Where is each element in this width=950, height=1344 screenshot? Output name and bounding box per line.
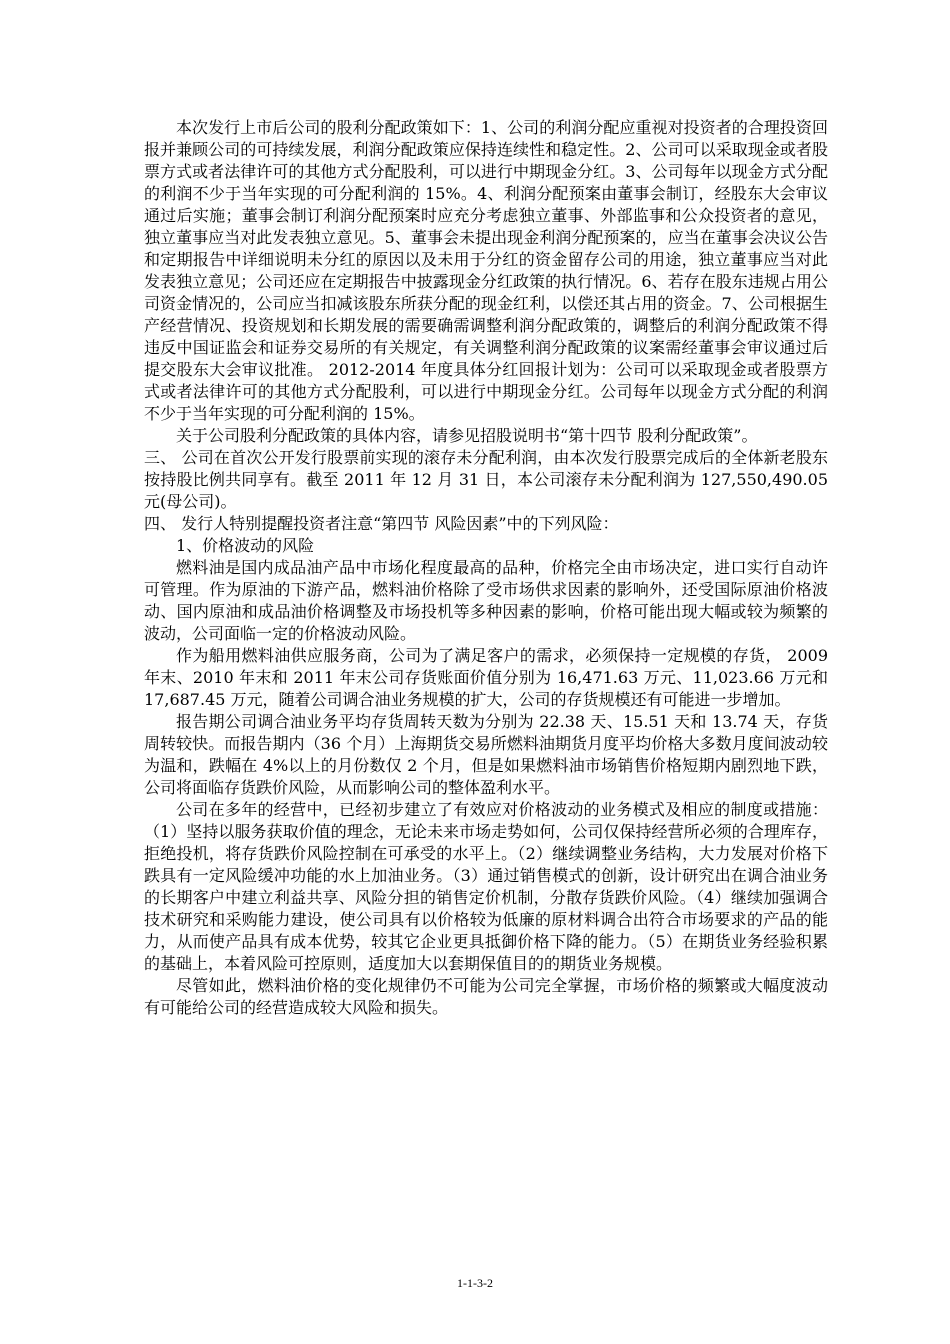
paragraph-dividend-policy: 本次发行上市后公司的股利分配政策如下：1、公司的利润分配应重视对投资者的合理投资回报并兼顾公司的可持续发展，利润分配政策应保持连续性和稳定性。2、公司可以采取现金或者股票方式或者法律许可的其他方式分配股利，可以进行中期现金分红。3、公司每年以现金方式分配的利润不少于当年实现的可分配利润的 15%。4、利润分配预案由董事会制订，经股东大会审议通过后实施；董事会制订利润分配预案时应充分考虑独立董事、外部监事和公众投资者的意见，独立董事应当对此发表独立意见。5、董事会未提出现金利润分配预案的，应当在董事会决议公告和定期报告中详细说明未分红的原因以及未用于分红的资金留存公司的用途，独立董事应当对此发表独立意见；公司还应在定期报告中披露现金分红政策的执行情况。6、若存在股东违规占用公司资金情况的，公司应当扣减该股东所获分配的现金红利，以偿还其占用的资金。7、公司根据生产经营情况、投资规划和长期发展的需要确需调整利润分配政策的，调整后的利润分配政策不得违反中国证监会和证券交易所的有关规定，有关调整利润分配政策的议案需经董事会审议通过后提交股东大会审议批准。 2012-2014 年度具体分红回报计划为：公司可以采取现金或者股票方式或者法律许可的其他方式分配股利，可以进行中期现金分红。公司每年以现金方式分配的利润不少于当年实现的可分配利润的 15%。: [144, 118, 828, 423]
page-number: 1-1-3-2: [457, 1276, 493, 1290]
paragraph-retained-earnings: 三、 公司在首次公开发行股票前实现的滚存未分配利润，由本次发行股票完成后的全体新老股东按持股比例共同享有。截至 2011 年 12 月 31 日，本公司滚存未分配利润为 127,550,490.05 元(母公司)。: [144, 448, 828, 511]
paragraph-inventory-values: 作为船用燃料油供应服务商，公司为了满足客户的需求，必须保持一定规模的存货， 2009 年末、2010 年末和 2011 年末公司存货账面价值分别为 16,471.63 万元、11,023.66 万元和 17,687.45 万元，随着公司调合油业务规模的扩大，公司的存货规模还有可能进一步增加。: [144, 646, 828, 709]
paragraph-inventory-turnover: 报告期公司调合油业务平均存货周转天数为分别为 22.38 天、15.51 天和 13.74 天，存货周转较快。而报告期内（36 个月）上海期货交易所燃料油期货月度平均价格大多数月度间波动较为温和，跌幅在 4%以上的月份数仅 2 个月，但是如果燃料油市场销售价格短期内剧烈地下跌，公司将面临存货跌价风险，从而影响公司的整体盈利水平。: [144, 712, 828, 797]
document-body: [144, 117, 828, 1019]
paragraph-conclusion: 尽管如此，燃料油价格的变化规律仍不可能为公司完全掌握，市场价格的频繁或大幅度波动有可能给公司的经营造成较大风险和损失。: [144, 976, 828, 1017]
subheading-price-volatility-risk: 1、价格波动的风险: [176, 536, 315, 555]
paragraph-dividend-reference: 关于公司股利分配政策的具体内容，请参见招股说明书“第十四节 股利分配政策”。: [176, 426, 758, 445]
paragraph-fuel-oil-market: 燃料油是国内成品油产品中市场化程度最高的品种，价格完全由市场决定，进口实行自动许可管理。作为原油的下游产品，燃料油价格除了受市场供求因素的影响外，还受国际原油价格波动、国内原油和成品油价格调整及市场投机等多种因素的影响，价格可能出现大幅或较为频繁的波动，公司面临一定的价格波动风险。: [144, 558, 828, 643]
paragraph-risk-measures: 公司在多年的经营中，已经初步建立了有效应对价格波动的业务模式及相应的制度或措施：（1）坚持以服务获取价值的理念，无论未来市场走势如何，公司仅保持经营所必须的合理库存，拒绝投机，将存货跌价风险控制在可承受的水平上。（2）继续调整业务结构，大力发展对价格下跌具有一定风险缓冲功能的水上加油业务。（3）通过销售模式的创新，设计研究出在调合油业务的长期客户中建立利益共享、风险分担的销售定价机制，分散存货跌价风险。（4）继续加强调合技术研究和采购能力建设，使公司具有以价格较为低廉的原材料调合出符合市场要求的产品的能力，从而使产品具有成本优势，较其它企业更具抵御价格下降的能力。（5）在期货业务经验积累的基础上，本着风险可控原则，适度加大以套期保值目的的期货业务规模。: [144, 800, 828, 973]
paragraph-risk-notice-heading: 四、 发行人特别提醒投资者注意“第四节 风险因素”中的下列风险：: [144, 514, 619, 533]
